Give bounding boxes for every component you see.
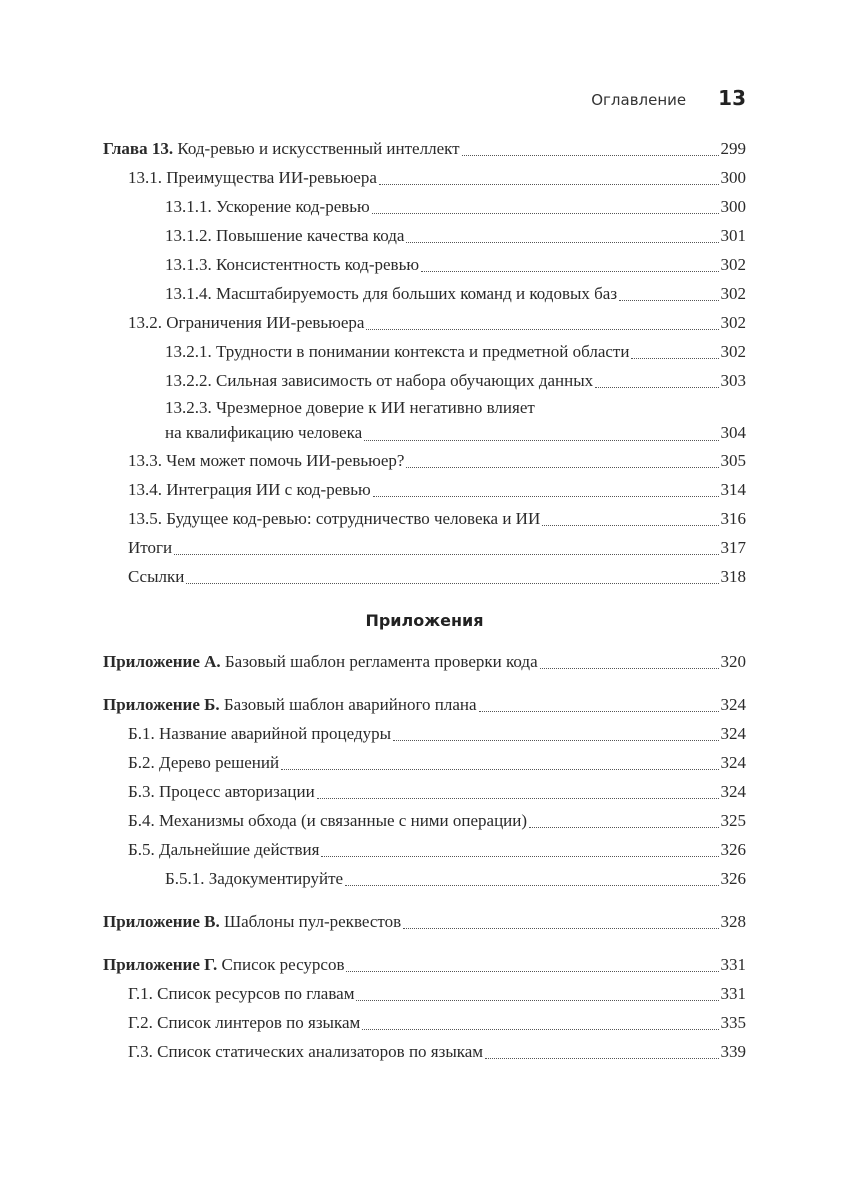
leader-dots [364,440,718,441]
toc-appendix-a[interactable] [103,647,746,676]
entry-text: Б.5. Дальнейшие действия [128,840,320,859]
toc-entry[interactable] [103,308,746,337]
leader-dots [366,329,718,330]
leader-dots [540,668,719,669]
page-ref: 331 [720,955,746,974]
page-ref: 326 [720,869,746,888]
toc-appendix-g[interactable] [103,950,746,979]
leader-dots [362,1029,718,1030]
entry-text: 13.1.4. Масштабируемость для больших команд и кодовых баз [165,284,618,303]
toc-entry[interactable] [103,250,746,279]
page-ref: 324 [720,724,746,743]
entry-text: 13.2.1. Трудности в понимании контекста и предметной области [165,342,630,361]
toc-entry[interactable] [103,979,746,1008]
page-ref: 314 [720,480,746,499]
leader-dots [619,300,718,301]
toc-appendix-b[interactable] [103,690,746,719]
leader-dots [479,711,719,712]
toc-entry[interactable] [103,562,746,591]
entry-text: Г.1. Список ресурсов по главам [128,984,355,1003]
leader-dots [373,496,719,497]
entry-text: 13.1. Преимущества ИИ-ревьюера [128,168,377,187]
entry-text: Г.2. Список линтеров по языкам [128,1013,361,1032]
appendix-title: Базовый шаблон регламента проверки кода [224,652,538,671]
entry-text: Б.5.1. Задокументируйте [165,869,344,888]
leader-dots [372,213,719,214]
entry-text: 13.2.2. Сильная зависимость от набора обучающих данных [165,371,594,390]
toc-entry[interactable] [103,864,746,893]
leader-dots [529,827,718,828]
leader-dots [631,358,718,359]
page-ref: 299 [720,139,746,158]
entry-text: 13.1.3. Консистентность код-ревью [165,255,420,274]
entry-text-line2: на квалификацию человека [165,423,363,442]
page-ref: 300 [720,197,746,216]
toc-entry[interactable] [103,475,746,504]
entry-text: Ссылки [128,567,185,586]
page-ref: 326 [720,840,746,859]
toc-entry[interactable] [103,719,746,748]
appendix-title: Шаблоны пул-реквестов [223,912,402,931]
leader-dots [379,184,719,185]
leader-dots [346,971,718,972]
toc-entry[interactable] [103,806,746,835]
toc-entry[interactable] [103,446,746,475]
page-ref: 302 [720,313,746,332]
entry-text: 13.5. Будущее код-ревью: сотрудничество человека и ИИ [128,509,541,528]
leader-dots [317,798,719,799]
toc-entry[interactable] [103,504,746,533]
entry-text: 13.2. Ограничения ИИ-ревьюера [128,313,365,332]
entry-text: 13.4. Интеграция ИИ с код-ревью [128,480,371,499]
header-title: Оглавление [591,91,687,109]
entry-text: Г.3. Список статических анализаторов по языкам [128,1042,484,1061]
page-ref: 324 [720,695,746,714]
leader-dots [186,583,718,584]
entry-text: 13.3. Чем может помочь ИИ-ревьюер? [128,451,405,470]
entry-text: Б.2. Дерево решений [128,753,280,772]
toc-entry[interactable] [103,221,746,250]
page-ref: 318 [720,567,746,586]
entry-text: Итоги [128,538,173,557]
toc-entry[interactable] [103,192,746,221]
appendix-title: Список ресурсов [221,955,345,974]
page-ref: 317 [720,538,746,557]
appendix-label: Приложение В. [103,912,220,931]
leader-dots [406,242,718,243]
appendices-heading: Приложения [365,611,484,630]
page-ref: 301 [720,226,746,245]
leader-dots [406,467,718,468]
leader-dots [542,525,718,526]
leader-dots [403,928,718,929]
leader-dots [281,769,718,770]
page-ref: 316 [720,509,746,528]
leader-dots [595,387,718,388]
page-ref: 302 [720,255,746,274]
page-ref: 324 [720,782,746,801]
page-ref: 325 [720,811,746,830]
chapter-label: Глава 13. [103,139,174,158]
toc-appendix-v[interactable] [103,907,746,936]
appendix-title: Базовый шаблон аварийного плана [223,695,477,714]
page-ref: 302 [720,284,746,303]
page-ref: 304 [720,423,746,442]
leader-dots [321,856,718,857]
toc-entry[interactable] [103,835,746,864]
toc-entry[interactable] [103,777,746,806]
toc-entry[interactable] [103,1008,746,1037]
toc-entry[interactable] [103,337,746,366]
leader-dots [174,554,718,555]
entry-text: 13.1.2. Повышение качества кода [165,226,405,245]
entry-text: Б.1. Название аварийной процедуры [128,724,392,743]
toc-entry[interactable] [103,279,746,308]
page-ref: 305 [720,451,746,470]
page-ref: 324 [720,753,746,772]
appendix-label: Приложение А. [103,652,221,671]
page-ref: 331 [720,984,746,1003]
page-ref: 302 [720,342,746,361]
page-ref: 300 [720,168,746,187]
toc-entry[interactable] [103,748,746,777]
table-of-contents [103,134,746,1066]
toc-entry[interactable] [103,1037,746,1066]
toc-entry[interactable] [103,366,746,395]
appendix-label: Приложение Г. [103,955,218,974]
appendix-label: Приложение Б. [103,695,220,714]
entry-text: 13.1.1. Ускорение код-ревью [165,197,370,216]
leader-dots [393,740,718,741]
page-number: 13 [718,86,746,110]
leader-dots [485,1058,718,1059]
page-ref: 303 [720,371,746,390]
chapter-title: Код-ревью и искусственный интеллект [177,139,460,158]
toc-entry[interactable] [103,163,746,192]
entry-text-line1: 13.2.3. Чрезмерное доверие к ИИ негативно влияет [165,398,535,417]
leader-dots [462,155,719,156]
toc-entry-multiline[interactable] [103,395,746,446]
leader-dots [421,271,718,272]
leader-dots [356,1000,718,1001]
toc-entry[interactable] [103,533,746,562]
toc-chapter-13[interactable] [103,134,746,163]
leader-dots [345,885,718,886]
entry-text: Б.4. Механизмы обхода (и связанные с ними операции) [128,811,528,830]
page-ref: 328 [720,912,746,931]
entry-text: Б.3. Процесс авторизации [128,782,315,801]
page-ref: 339 [720,1042,746,1061]
page-ref: 335 [720,1013,746,1032]
running-header [591,86,746,110]
page-ref: 320 [720,652,746,671]
